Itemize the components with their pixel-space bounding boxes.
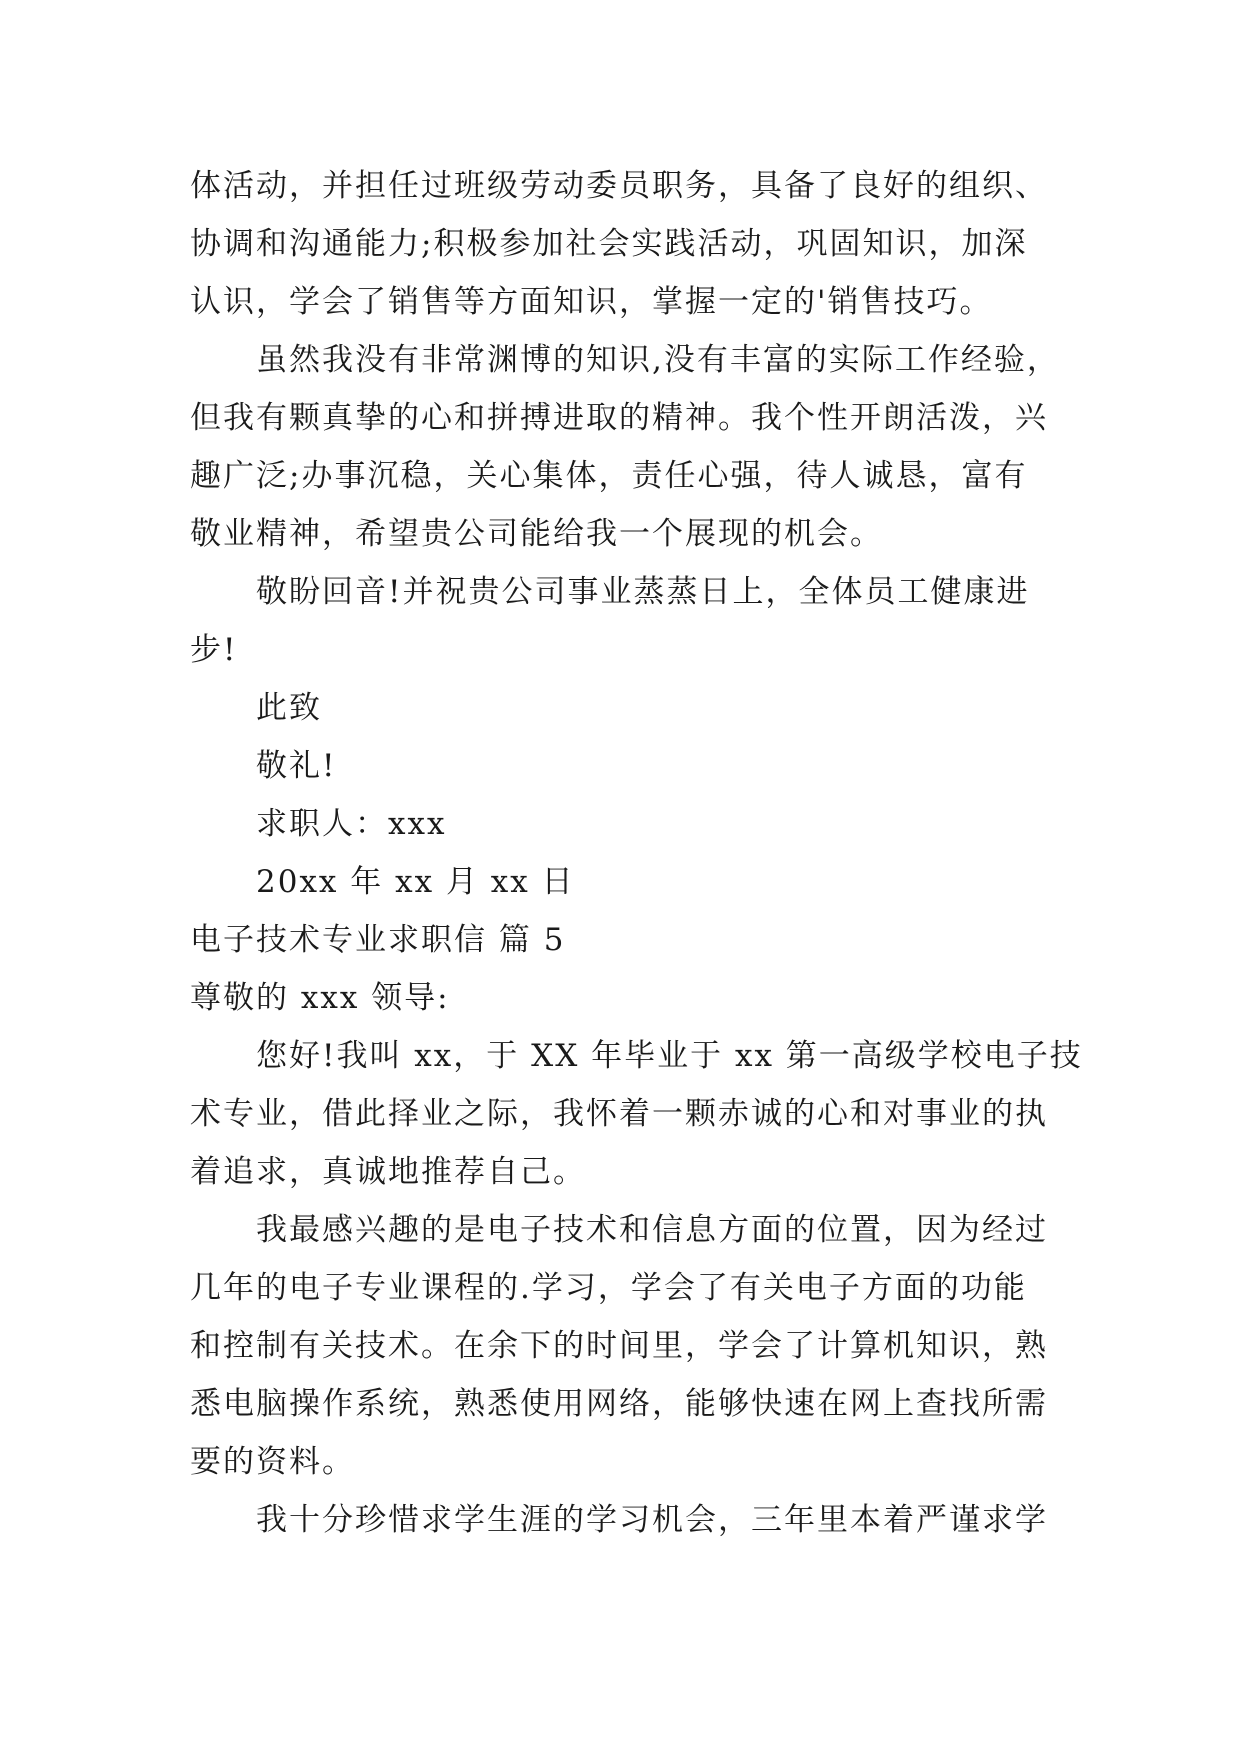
- closing-line: 敬礼!: [256, 748, 337, 784]
- text-line: 趣广泛;办事沉稳，关心集体，责任心强，待人诚恳，富有: [190, 458, 1028, 494]
- text-line: 您好!我叫 xx，于 XX 年毕业于 xx 第一高级学校电子技: [256, 1038, 1083, 1074]
- text-line: 敬业精神，希望贵公司能给我一个展现的机会。: [190, 516, 883, 552]
- text-line: 认识，学会了销售等方面知识，掌握一定的'销售技巧。: [190, 284, 993, 320]
- text-line: 着追求，真诚地推荐自己。: [190, 1154, 586, 1190]
- signature-line: 求职人：xxx: [256, 806, 447, 842]
- closing-line: 此致: [256, 690, 322, 726]
- date-line: 20xx 年 xx 月 xx 日: [256, 864, 575, 900]
- text-line: 我十分珍惜求学生涯的学习机会，三年里本着严谨求学: [256, 1502, 1048, 1538]
- text-line: 几年的电子专业课程的.学习，学会了有关电子方面的功能: [190, 1270, 1027, 1306]
- text-line: 步!: [190, 632, 238, 668]
- text-line: 但我有颗真挚的心和拼搏进取的精神。我个性开朗活泼，兴: [190, 400, 1048, 436]
- text-line: 协调和沟通能力;积极参加社会实践活动，巩固知识，加深: [190, 226, 1028, 262]
- text-line: 和控制有关技术。在余下的时间里，学会了计算机知识，熟: [190, 1328, 1048, 1364]
- salutation: 尊敬的 xxx 领导:: [190, 980, 450, 1016]
- text-line: 要的资料。: [190, 1444, 355, 1480]
- text-line: 虽然我没有非常渊博的知识,没有丰富的实际工作经验，: [256, 342, 1060, 378]
- text-line: 悉电脑操作系统，熟悉使用网络，能够快速在网上查找所需: [190, 1386, 1048, 1422]
- text-line: 敬盼回音!并祝贵公司事业蒸蒸日上，全体员工健康进: [256, 574, 1030, 610]
- text-line: 体活动，并担任过班级劳动委员职务，具备了良好的组织、: [190, 168, 1048, 204]
- text-line: 术专业，借此择业之际，我怀着一颗赤诚的心和对事业的执: [190, 1096, 1048, 1132]
- text-line: 我最感兴趣的是电子技术和信息方面的位置，因为经过: [256, 1212, 1048, 1248]
- section-title: 电子技术专业求职信 篇 5: [190, 922, 566, 958]
